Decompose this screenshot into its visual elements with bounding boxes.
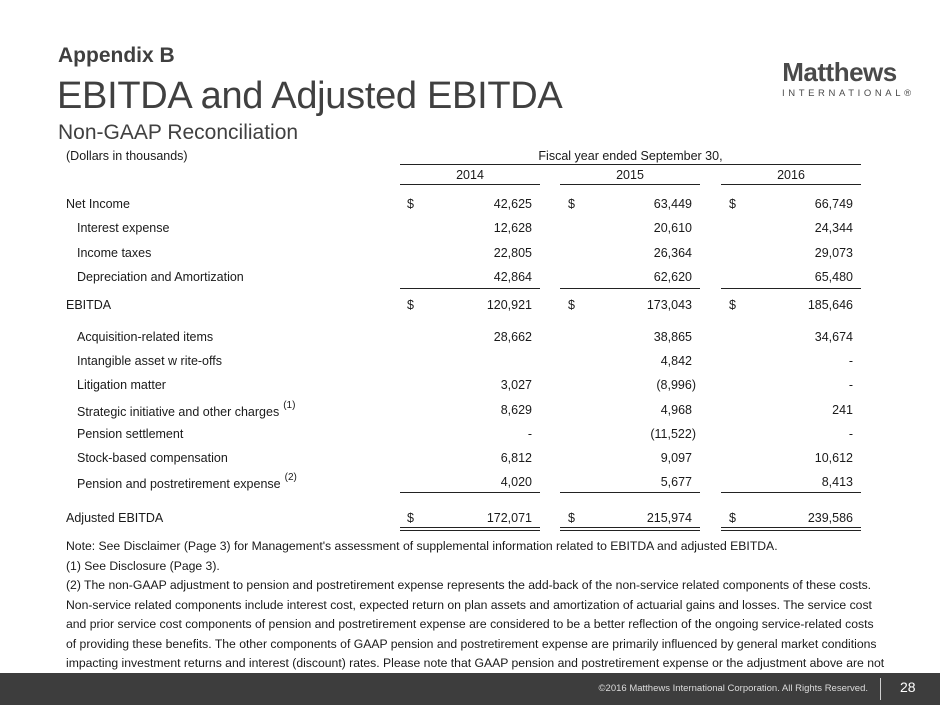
table-row xyxy=(0,472,940,493)
value-2015: 9,097 xyxy=(660,451,692,465)
note-line: of providing these benefits. The other components of GAAP pension and postretirement expense are primarily influenced by general market conditions xyxy=(66,636,877,651)
value-2016: 10,612 xyxy=(814,451,853,465)
page-number: 28 xyxy=(900,679,916,695)
table-row xyxy=(0,270,940,288)
value-2014: 6,812 xyxy=(500,451,532,465)
logo-tagline: INTERNATIONAL® xyxy=(782,88,915,99)
row-label: Adjusted EBITDA xyxy=(66,511,164,525)
table-row xyxy=(0,246,940,264)
value-2015: (8,996) xyxy=(656,378,696,392)
row-label: Interest expense xyxy=(77,221,170,235)
value-2015: 4,968 xyxy=(660,403,692,417)
page-subtitle: Non-GAAP Reconciliation xyxy=(58,121,299,144)
value-2014: 22,805 xyxy=(493,246,532,260)
row-label: Litigation matter xyxy=(77,378,166,392)
row-label xyxy=(77,400,296,420)
total-double-rule xyxy=(400,527,540,528)
row-label: Acquisition-related items xyxy=(77,330,214,344)
table-row xyxy=(0,298,940,316)
value-2015: 173,043 xyxy=(646,298,692,312)
copyright-text: ©2016 Matthews International Corporation. All Rights Reserved. xyxy=(598,683,868,694)
row-label-text: Pension and postretirement expense xyxy=(77,477,281,492)
year-header-2016: 2016 xyxy=(777,168,805,182)
value-2016: 185,646 xyxy=(807,298,853,312)
year-header-2015: 2015 xyxy=(616,168,644,182)
total-double-rule xyxy=(400,530,540,531)
row-label-text: Strategic initiative and other charges xyxy=(77,405,280,420)
subtotal-rule xyxy=(400,492,540,493)
total-double-rule xyxy=(721,530,861,531)
value-2015: 38,865 xyxy=(653,330,692,344)
value-2014: 42,625 xyxy=(493,197,532,211)
note-line: Non-service related components include interest cost, expected return on plan assets and amortization of actuarial gains and losses. The service cost xyxy=(66,597,872,612)
year-rule xyxy=(400,184,540,185)
footnotes xyxy=(66,537,896,693)
value-2015: 5,677 xyxy=(660,475,692,489)
note-line: (2) The non-GAAP adjustment to pension and postretirement expense represents the add-back of the non-service related components of these costs. xyxy=(66,578,872,592)
note-line: Note: See Disclaimer (Page 3) for Management's assessment of supplemental information related to EBITDA and adjusted EBITDA. xyxy=(66,539,778,553)
currency-symbol: $ xyxy=(407,197,414,211)
subtotal-rule xyxy=(721,492,861,493)
note-line: impacting investment returns and interest (discount) rates. Please note that GAAP pension and postretirement expense or the adjustment above are not xyxy=(66,656,885,670)
year-header-2014: 2014 xyxy=(456,168,484,182)
total-double-rule xyxy=(560,530,700,531)
year-rule xyxy=(560,184,700,185)
currency-symbol: $ xyxy=(729,298,736,312)
currency-symbol: $ xyxy=(407,511,414,525)
unit-note: (Dollars in thousands) xyxy=(66,149,188,163)
value-2016: 241 xyxy=(832,403,853,417)
value-2014: 12,628 xyxy=(493,221,532,235)
company-logo xyxy=(782,57,915,99)
currency-symbol: $ xyxy=(568,197,575,211)
value-2015: 215,974 xyxy=(646,511,692,525)
value-2016: 239,586 xyxy=(807,511,853,525)
fiscal-year-header: Fiscal year ended September 30, xyxy=(538,149,723,163)
logo-wordmark: Matthews xyxy=(782,57,897,87)
table-row xyxy=(0,427,940,445)
value-2016: 24,344 xyxy=(814,221,853,235)
value-2014: 8,629 xyxy=(500,403,532,417)
value-2016: 65,480 xyxy=(814,270,853,284)
footnote-marker: (1) xyxy=(283,400,296,411)
subtotal-rule xyxy=(400,288,540,289)
table-row xyxy=(0,354,940,372)
table-row xyxy=(0,330,940,348)
currency-symbol: $ xyxy=(729,197,736,211)
value-2015: 26,364 xyxy=(653,246,692,260)
row-label: Intangible asset w rite-offs xyxy=(77,354,222,368)
row-label: Stock-based compensation xyxy=(77,451,228,465)
table-row xyxy=(0,221,940,239)
value-2014: 172,071 xyxy=(486,511,532,525)
row-label: Pension settlement xyxy=(77,427,184,441)
value-2016: 8,413 xyxy=(821,475,853,489)
value-2014: - xyxy=(527,427,532,441)
value-2016: - xyxy=(848,427,853,441)
total-double-rule xyxy=(560,527,700,528)
footer-divider xyxy=(880,678,881,700)
value-2014: 28,662 xyxy=(493,330,532,344)
value-2015: (11,522) xyxy=(650,427,696,441)
table-row xyxy=(0,197,940,215)
subtotal-rule xyxy=(560,288,700,289)
subtotal-rule xyxy=(560,492,700,493)
table-row xyxy=(0,378,940,396)
value-2014: 42,864 xyxy=(493,270,532,284)
value-2015: 20,610 xyxy=(653,221,692,235)
value-2015: 4,842 xyxy=(660,354,692,368)
row-label: EBITDA xyxy=(66,298,112,312)
currency-symbol: $ xyxy=(729,511,736,525)
value-2015: 63,449 xyxy=(653,197,692,211)
value-2016: 34,674 xyxy=(814,330,853,344)
value-2014: 4,020 xyxy=(500,475,532,489)
note-line: (1) See Disclosure (Page 3). xyxy=(66,558,220,573)
total-double-rule xyxy=(721,527,861,528)
footer-bar xyxy=(0,673,940,705)
currency-symbol: $ xyxy=(407,298,414,312)
value-2016: - xyxy=(848,354,853,368)
value-2016: - xyxy=(848,378,853,392)
value-2014: 120,921 xyxy=(486,298,532,312)
value-2016: 29,073 xyxy=(814,246,853,260)
page-title: EBITDA and Adjusted EBITDA xyxy=(57,75,563,117)
row-label: Net Income xyxy=(66,197,130,211)
row-label xyxy=(77,472,297,492)
appendix-label: Appendix B xyxy=(58,44,175,67)
subtotal-rule xyxy=(721,288,861,289)
value-2014: 3,027 xyxy=(500,378,532,392)
value-2016: 66,749 xyxy=(814,197,853,211)
footnote-marker: (2) xyxy=(284,472,297,483)
table-row xyxy=(0,400,940,421)
currency-symbol: $ xyxy=(568,511,575,525)
value-2015: 62,620 xyxy=(653,270,692,284)
year-rule xyxy=(721,184,861,185)
table-row xyxy=(0,451,940,469)
currency-symbol: $ xyxy=(568,298,575,312)
note-line: and prior service cost components of pension and postretirement expense are considered to be a better reflection of the ongoing service-related costs xyxy=(66,617,874,631)
row-label: Income taxes xyxy=(77,246,152,260)
row-label: Depreciation and Amortization xyxy=(77,270,244,284)
header-rule xyxy=(400,164,861,165)
